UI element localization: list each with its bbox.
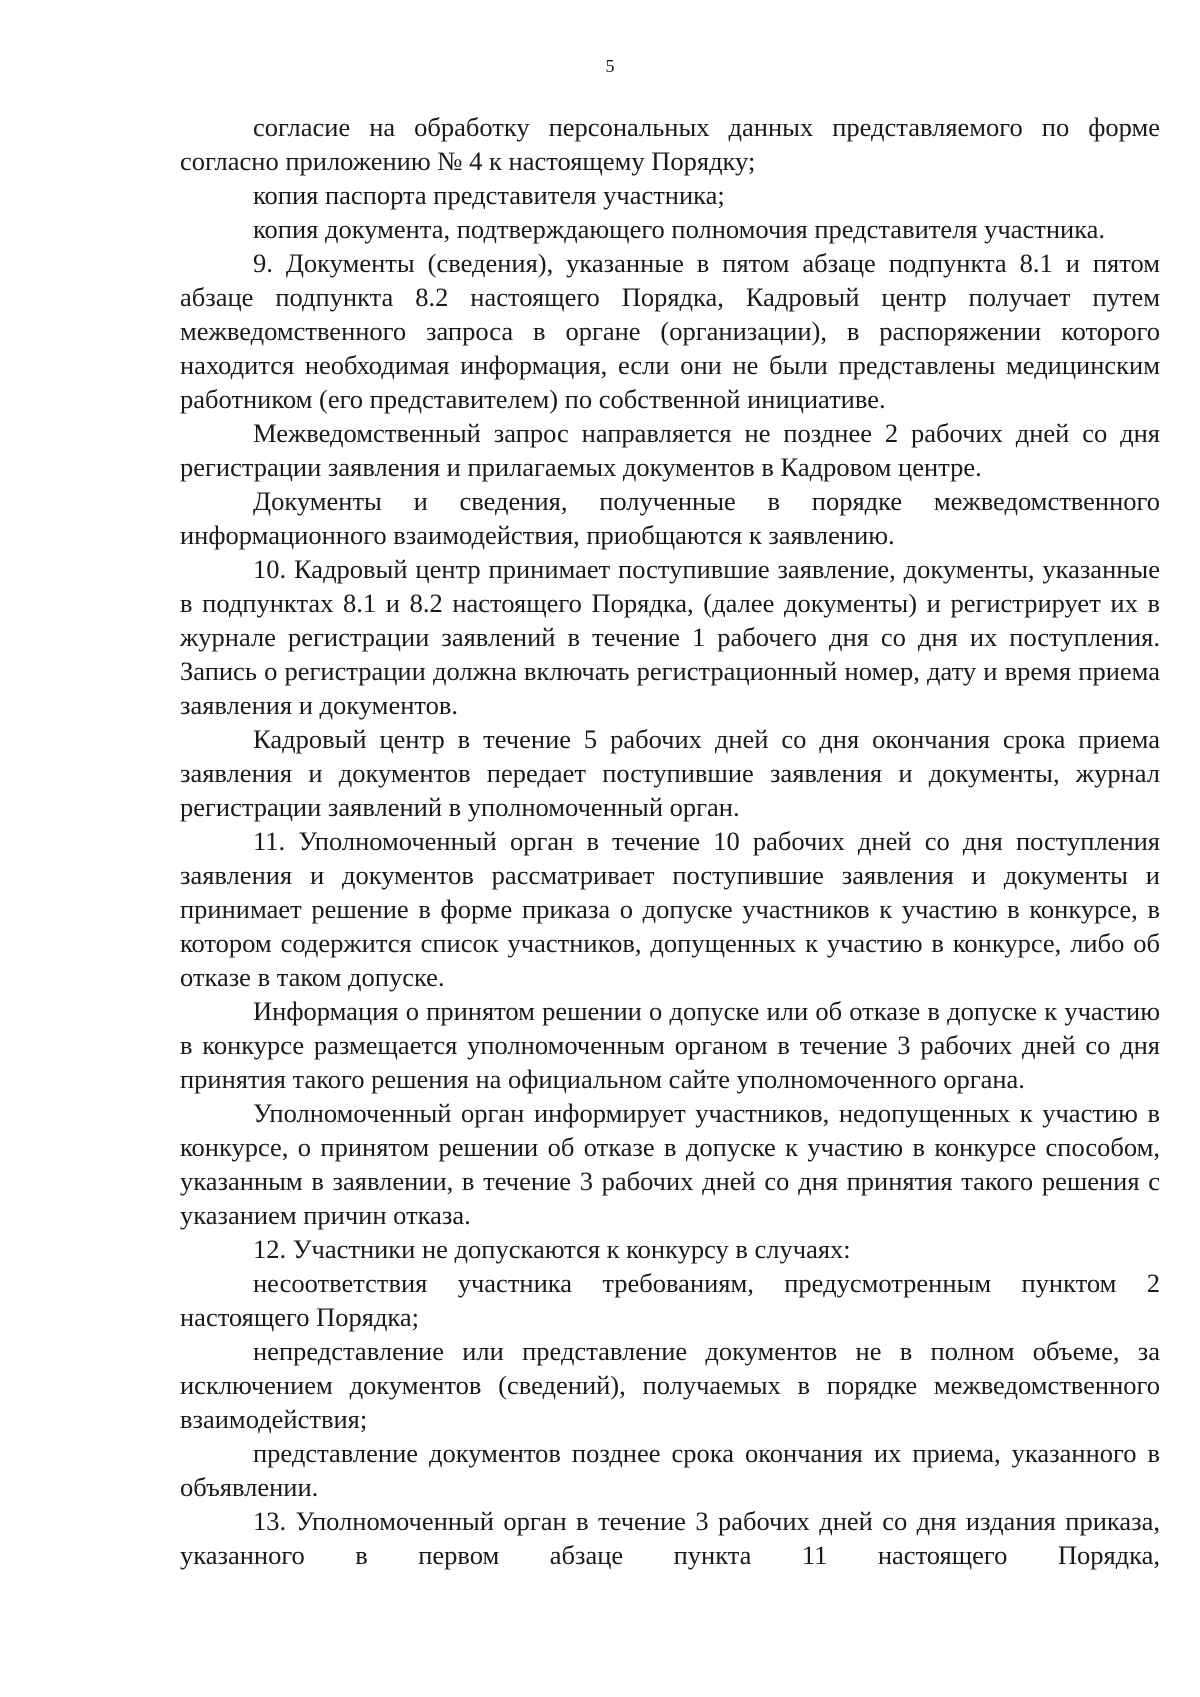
paragraph-clause-11: 11. Уполномоченный орган в течение 10 рабочих дней со дня поступления заявления и документов рассматривает поступившие заявления и документы и принимает решение в форме приказа о допуске участников к участию в конкурсе, в котором содержится список участников, допущенных к участию в конкурсе, либо об отказе в таком допуске. xyxy=(180,826,1160,992)
paragraph-clause-13: 13. Уполномоченный орган в течение 3 рабочих дней со дня издания приказа, указанного в первом абзаце пункта 11 настоящего Порядка, xyxy=(180,1506,1160,1570)
paragraph-clause-12: 12. Участники не допускаются к конкурсу в случаях: xyxy=(253,1234,851,1264)
paragraph-clause-10: 10. Кадровый центр принимает поступившие заявление, документы, указанные в подпунктах 8.1 и 8.2 настоящего Порядка, (далее документы) и регистрирует их в журнале регистрации заявлений в течение 1 рабочего дня со дня их поступления. Запись о регистрации должна включать регистрационный номер, дату и время приема заявления и документов. xyxy=(180,554,1160,720)
document-body xyxy=(180,110,1160,1572)
paragraph-rejection-notice: Уполномоченный орган информирует участников, недопущенных к участию в конкурсе, о принятом решении об отказе в допуске к участию в конкурсе способом, указанным в заявлении, в течение 3 рабочих дней со дня принятия такого решения с указанием причин отказа. xyxy=(180,1098,1160,1230)
paragraph-documents-attached: Документы и сведения, полученные в порядке межведомственного информационного взаимодействия, приобщаются к заявлению. xyxy=(180,486,1160,550)
paragraph-requirements-mismatch: несоответствия участника требованиям, предусмотренным пунктом 2 настоящего Порядка; xyxy=(180,1268,1160,1332)
paragraph-authority-document: копия документа, подтверждающего полномочия представителя участника. xyxy=(253,214,1106,244)
paragraph-transfer-to-authority: Кадровый центр в течение 5 рабочих дней со дня окончания срока приема заявления и документов передает поступившие заявления и документы, журнал регистрации заявлений в уполномоченный орган. xyxy=(180,724,1160,822)
paragraph-interagency-request: Межведомственный запрос направляется не позднее 2 рабочих дней со дня регистрации заявления и прилагаемых документов в Кадровом центре. xyxy=(180,418,1160,482)
page-number: 5 xyxy=(605,56,615,76)
paragraph-passport-copy: копия паспорта представителя участника; xyxy=(253,180,725,210)
paragraph-decision-publication: Информация о принятом решении о допуске или об отказе в допуске к участию в конкурсе размещается уполномоченным органом в течение 3 рабочих дней со дня принятия такого решения на официальном сайте уполномоченного органа. xyxy=(180,996,1160,1094)
paragraph-clause-9: 9. Документы (сведения), указанные в пятом абзаце подпункта 8.1 и пятом абзаце подпункта 8.2 настоящего Порядка, Кадровый центр получает путем межведомственного запроса в органе (организации), в распоряжении которого находится необходимая информация, если они не были представлены медицинским работником (его представителем) по собственной инициативе. xyxy=(180,248,1160,414)
paragraph-late-submission: представление документов позднее срока окончания их приема, указанного в объявлении. xyxy=(180,1438,1160,1502)
paragraph-consent-form: согласие на обработку персональных данных представляемого по форме согласно приложению № 4 к настоящему Порядку; xyxy=(180,112,1160,176)
paragraph-incomplete-documents: непредставление или представление документов не в полном объеме, за исключением документов (сведений), получаемых в порядке межведомственного взаимодействия; xyxy=(180,1336,1160,1434)
